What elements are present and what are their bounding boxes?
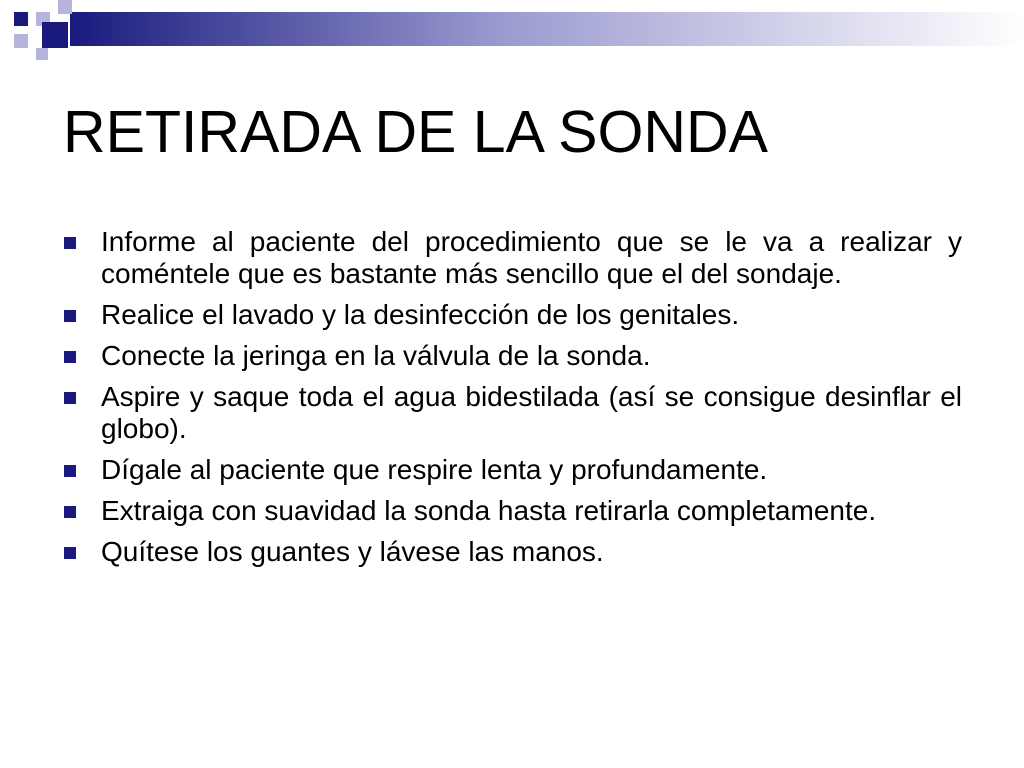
- bullet-item: [64, 340, 962, 372]
- bullet-text: Extraiga con suavidad la sonda hasta retirarla completamente.: [101, 495, 877, 526]
- deco-square-lavender-3: [58, 0, 72, 14]
- bullet-item: [64, 495, 962, 527]
- bullet-text: Informe al paciente del procedimiento que se le va a realizar y coméntele que es bastante más sencillo que el del sondaje.: [101, 226, 962, 289]
- deco-square-navy-small: [14, 12, 28, 26]
- deco-square-lavender-4: [36, 48, 48, 60]
- square-bullet-icon: [64, 310, 76, 322]
- square-bullet-icon: [64, 465, 76, 477]
- bullet-item: [64, 226, 962, 290]
- square-bullet-icon: [64, 547, 76, 559]
- bullet-text: Conecte la jeringa en la válvula de la sonda.: [101, 340, 651, 371]
- bullet-item: [64, 536, 962, 568]
- bullet-item: [64, 299, 962, 331]
- deco-square-lavender-1: [14, 34, 28, 48]
- bullet-item: [64, 454, 962, 486]
- decorative-header-motif: [0, 0, 1024, 70]
- bullet-item: [64, 381, 962, 445]
- bullet-text: Aspire y saque toda el agua bidestilada (así se consigue desinflar el globo).: [101, 381, 962, 444]
- bullet-list: [64, 226, 962, 577]
- square-bullet-icon: [64, 506, 76, 518]
- bullet-text: Realice el lavado y la desinfección de los genitales.: [101, 299, 740, 330]
- slide-title: RETIRADA DE LA SONDA: [63, 99, 768, 165]
- bullet-text: Quítese los guantes y lávese las manos.: [101, 536, 604, 567]
- deco-square-navy-large: [42, 22, 68, 48]
- square-bullet-icon: [64, 351, 76, 363]
- square-bullet-icon: [64, 392, 76, 404]
- header-gradient-band: [70, 12, 1024, 46]
- square-bullet-icon: [64, 237, 76, 249]
- bullet-text: Dígale al paciente que respire lenta y profundamente.: [101, 454, 768, 485]
